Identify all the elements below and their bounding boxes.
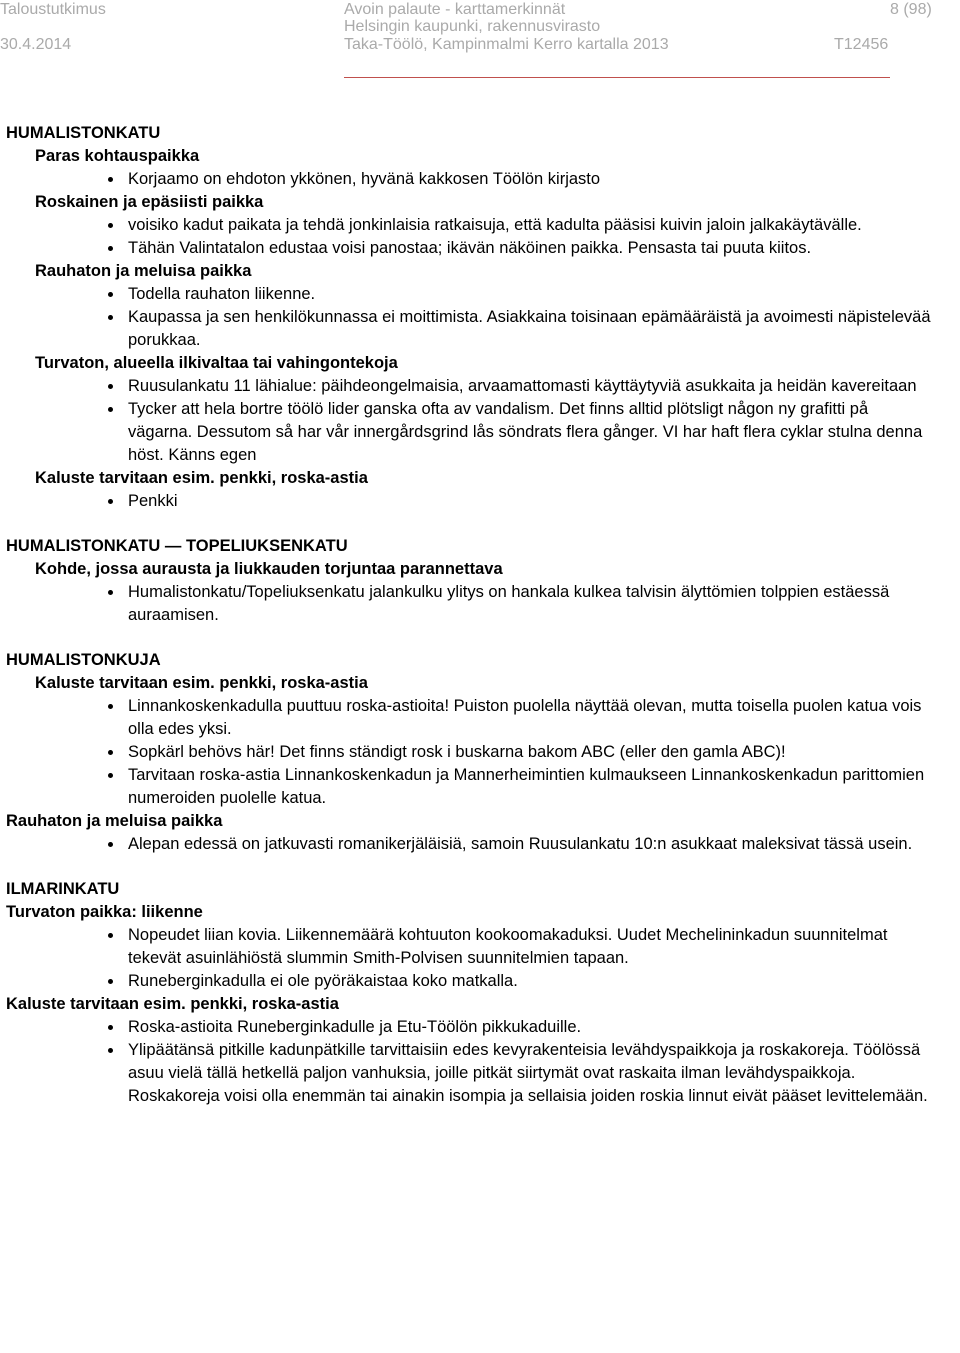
comment-list	[6, 283, 936, 352]
street-section	[6, 122, 936, 513]
street-heading: ILMARINKATU	[6, 880, 120, 898]
street-heading: HUMALISTONKATU — TOPELIUKSENKATU	[6, 537, 348, 555]
list-item: Tähän Valintatalon edustaa voisi panostaa; ikävän näköinen paikka. Pensasta tai puuta kiitos.	[128, 237, 936, 260]
category-heading: Kaluste tarvitaan esim. penkki, roska-astia	[6, 995, 339, 1013]
comment-list	[6, 490, 936, 513]
street-section	[6, 649, 936, 856]
comment-list	[6, 214, 936, 260]
list-item: voisiko kadut paikata ja tehdä jonkinlaisia ratkaisuja, että kadulta pääsisi kuivin jaloin jalkakäytävälle.	[128, 214, 936, 237]
list-item: Korjaamo on ehdoton ykkönen, hyvänä kakkosen Töölön kirjasto	[128, 168, 936, 191]
list-item: Linnankoskenkadulla puuttuu roska-astioita! Puiston puolella näyttää olevan, mutta toisella puolen katua vois olla edes yksi.	[128, 695, 936, 741]
comment-list	[6, 833, 936, 856]
comment-list	[6, 1016, 936, 1108]
list-item: Humalistonkatu/Topeliuksenkatu jalankulku ylitys on hankala kulkea talvisin älyttömien tolppien estäessä auraamisen.	[128, 581, 936, 627]
street-heading: HUMALISTONKUJA	[6, 651, 161, 669]
category-heading: Turvaton, alueella ilkivaltaa tai vahingontekoja	[35, 354, 398, 372]
category-heading: Turvaton paikka: liikenne	[6, 903, 203, 921]
comment-list	[6, 581, 936, 627]
list-item: Ylipäätänsä pitkille kadunpätkille tarvittaisiin edes kevyrakenteisia levähdyspaikkoja ja roskakoreja. Töölössä asuu vielä tällä hetkellä paljon vanhuksia, joille pitkät siirtymät ovat raskaita ilman levähdyspaikkoja. Roskakoreja voisi olla enemmän tai ainakin isompia ja sellaisia joiden roskia linnut eivät pääset levittelemään.	[128, 1039, 936, 1108]
category-heading: Roskainen ja epäsiisti paikka	[35, 193, 264, 211]
header-page-number: 8 (98)	[890, 1, 932, 18]
list-item: Runeberginkadulla ei ole pyöräkaistaa koko matkalla.	[128, 970, 936, 993]
list-item: Roska-astioita Runeberginkadulle ja Etu-Töölön pikkukaduille.	[128, 1016, 936, 1039]
street-section	[6, 878, 936, 1108]
category-heading: Kaluste tarvitaan esim. penkki, roska-astia	[35, 674, 368, 692]
street-heading: HUMALISTONKATU	[6, 124, 161, 142]
header-divider	[344, 77, 890, 78]
list-item: Alepan edessä on jatkuvasti romanikerjäläisiä, samoin Ruusulankatu 10:n asukkaat maleksivat tässä usein.	[128, 833, 936, 856]
list-item: Tarvitaan roska-astia Linnankoskenkadun ja Mannerheimintien kulmaukseen Linnankoskenkadun parittomien numeroiden puolelle katua.	[128, 764, 936, 810]
header-date: 30.4.2014	[0, 36, 72, 53]
category-heading: Paras kohtauspaikka	[35, 147, 200, 165]
list-item: Sopkärl behövs här! Det finns ständigt rosk i buskarna bakom ABC (eller den gamla ABC)!	[128, 741, 936, 764]
list-item: Todella rauhaton liikenne.	[128, 283, 936, 306]
list-item: Kaupassa ja sen henkilökunnassa ei moittimista. Asiakkaina toisinaan epämääräistä ja avoimesti näpistelevää porukkaa.	[128, 306, 936, 352]
category-heading: Rauhaton ja meluisa paikka	[6, 812, 223, 830]
header-client: Helsingin kaupunki, rakennusvirasto	[344, 18, 601, 35]
header-project: Taka-Töölö, Kampinmalmi Kerro kartalla 2013	[344, 36, 669, 53]
category-heading: Kaluste tarvitaan esim. penkki, roska-astia	[35, 469, 368, 487]
list-item: Nopeudet liian kovia. Liikennemäärä kohtuuton kookoomakaduksi. Uudet Mechelininkadun suunnitelmat tekevät asuinlähiöstä slummin Smith-Polvisen suunnitelmien tapaan.	[128, 924, 936, 970]
list-item: Penkki	[128, 490, 936, 513]
list-item: Ruusulankatu 11 lähialue: päihdeongelmaisia, arvaamattomasti käyttäytyviä asukkaita ja heidän kavereitaan	[128, 375, 936, 398]
category-heading: Rauhaton ja meluisa paikka	[35, 262, 252, 280]
header-org: Taloustutkimus	[0, 1, 106, 18]
comment-list	[6, 924, 936, 993]
street-section	[6, 535, 936, 627]
header-title: Avoin palaute - karttamerkinnät	[344, 1, 566, 18]
comment-list	[6, 375, 936, 467]
category-heading: Kohde, jossa aurausta ja liukkauden torjuntaa parannettava	[35, 560, 503, 578]
document-body	[6, 122, 936, 1108]
header-code: T12456	[834, 36, 889, 53]
comment-list	[6, 168, 936, 191]
list-item: Tycker att hela bortre töölö lider ganska ofta av vandalism. Det finns alltid plötsligt någon ny grafitti på vägarna. Dessutom så har vår innergårdsgrind lås söndrats flera gånger. VI har haft flera cyklar stulna denna höst. Känns egen	[128, 398, 936, 467]
comment-list	[6, 695, 936, 810]
